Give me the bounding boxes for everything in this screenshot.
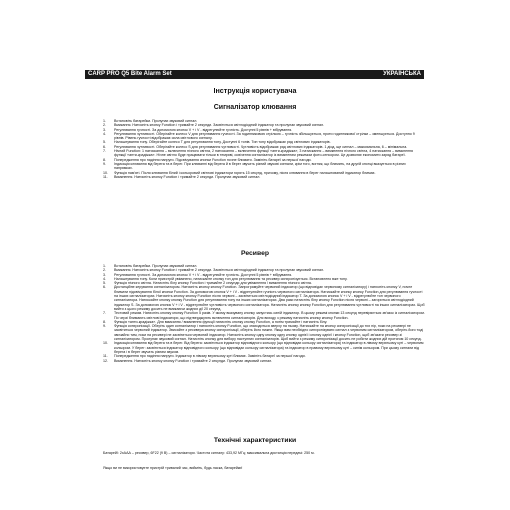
item-number: 2. [103, 123, 106, 128]
item-text: Нічний Function: 1 натискання – включення нічного світла, 2 натискання – включення функції «анти-крадіжка», 3 натискання – вимкнення нічного світла, 4 натискання – вимкнення функції «анти-крадіжка». Нічне світло буде працювати тільки в темряві, освічення сигналізатор із вимкненим режимом фото-сенсором. Це дозволяє економити заряд батареї. [114, 149, 413, 158]
list-item [103, 311, 425, 320]
item-number: 11. [103, 354, 108, 359]
item-number: 9. [103, 161, 106, 166]
item-text: Встановіть батарейки. Пролунає звуковий сигнал. [114, 119, 198, 123]
item-text: Вмикання. Натисніть кнопку Function і тримайте 2 секунди. Засвітиться світлодіодний індикатор та пролунає звуковий сигнал. [114, 268, 325, 273]
item-number: 9. [103, 324, 106, 329]
item-number: 10. [103, 341, 108, 346]
list-item [103, 324, 425, 341]
item-text: Функція нічного світла. Натисніть білу кнопку Function і тримайте 2 секунди для увімкнення / вимкнення нічного світла. [114, 281, 312, 286]
item-number: 11. [103, 174, 108, 179]
item-text: Функція синхронізації. Оберіть один сигналізатор і натисніть кнопку Function, що знаходиться зверху на ньому. Натискайте на кнопку синхронізації до тих пір, поки на ресивері не засвітиться червоний індикатор. Звисайте з ресивера кнопку синхронізації, оберіть його нижнє. Якщо вам необхідно синхронізувати сигнал з червоним сигналізатором, оберіть його тоді звичайно тим, поки на ресивері не засвітиться червоний індикатор. Натисніть кнопку одну кнопку одну кнопку однієї і кнопку однієї і кнопку Function, щоб зв'язати ресивер зі сигналізатором. Пролунає звуковий сигнал. Натисніть кнопку для вибору наступних сигналізаторів. Щоб вийти з режиму синхронізації досить не робити жодних дій протягом 10 секунд. [114, 324, 424, 342]
item-number: 3. [103, 127, 106, 132]
item-number: 7. [103, 149, 106, 154]
list-item [103, 359, 425, 363]
list-item [103, 132, 425, 141]
section-title-receiver: Ресивер [240, 250, 270, 257]
item-number: 10. [103, 170, 108, 175]
item-text: Вимкнення. Натисніть кнопку Function і тримайте 2 секунди. Пролунає звуковий сигнал. [114, 174, 261, 179]
specs-text: Батарейї: 2хААА – ресивер, 6F22 (9 В) – сигналізатори. Частота сигналу: 433,92 МГц; максимальна дистанція передачі: 250 м. [103, 451, 315, 455]
list-item [103, 285, 425, 311]
item-text: Індикація клювання від берега та в берег. Від берега: засвітиться індикатор відповідного кольору (що відповідає кольору сигналізатора) та індикатор в лівому верхньому куті – червоним кольором. У берег: засвітиться індикатор відповідного кольору (що відповідає кольору сигналізатора) та індикатор в правому верхньому куті – синім кольором. При цьому сигнали від берега і в берег звучать різним звуком. [114, 341, 424, 354]
list-item [103, 175, 425, 179]
item-number: 7. [103, 311, 106, 316]
item-text: Регулювання гучності. За допомогою кнопок V + і V - відрегулюйте гучність. Доступні 5 рівнів + вібрування. [114, 127, 293, 132]
item-number: 8. [103, 157, 106, 162]
item-text: Вмикання. Натисніть кнопку Function і тримайте 2 секунди. Засвітиться світлодіодний індикатор та пролунає звуковий сигнал. [114, 123, 325, 128]
item-text: Встановіть батарейки. Пролунає звуковий сигнал. [114, 264, 198, 268]
item-number: 4. [103, 131, 106, 136]
list-item [103, 341, 425, 354]
document-title: Інструкція користувача [213, 86, 297, 95]
item-number: 6. [103, 285, 106, 290]
item-text: Регулювання чутливості. Оберігайте колесо V для регулювання гучності. За годинниковою стрілкою – гучність збільшується, проти годинникової стрілки – зменшується. Доступно 9 рівнів. Рівень гучності відображає сила світлового сигналу. [114, 131, 415, 141]
item-text: Вимкнення. Натисніть кнопку кнопку Function і тримайте 2 секунди. Пролунає звуковий сигнал. [114, 358, 273, 363]
item-text: Функція «анти-крадіжка». Для вмикання / вимкнення функції натисніть кнопку кнопку Function, а потім тримайте і натисніть білу. [114, 319, 328, 324]
item-number: 12. [103, 358, 108, 363]
item-number: 3. [103, 272, 106, 277]
language-label: УКРАЇНСЬКА [383, 71, 421, 77]
item-text: Налаштування тону. Оберігайте колесо T для регулювання тону. Доступні 6 тонів. Тип тону відображає ряд світлових індикаторів. [114, 140, 331, 145]
item-number: 8. [103, 319, 106, 324]
item-text: Попередження про падіння напруги. Підсвічування кнопки Function почне блимати. Замініть батареї за першої нагоди. [114, 157, 312, 162]
item-number: 2. [103, 268, 106, 273]
item-number: 5. [103, 140, 106, 145]
item-text: Попередження про падіння напруги. Індикатор в лівому верхньому куті блимає. Замініть батареї за першої нагоди. [114, 354, 306, 359]
item-text: Регулювання гучності. За допомогою кнопок V + і V - відрегулюйте гучність. Доступні 5 рівнів + вібрування. [114, 272, 293, 277]
item-number: 4. [103, 276, 106, 281]
item-number: 1. [103, 119, 106, 123]
product-name: CARP PRO Q5 Bite Alarm Set [88, 71, 172, 77]
item-text: Дистанційне керування сигналізатором. Натисніть кнопку кнопку Function. Запрограмуйте червоний індикатор (що відповідає червоному сигналізатору) і натисніть кнопку V, почне блимати підсвічування білої кнопки Function. За допомогою кнопок V + і V - відрегулюйте гучність червоного сигналізатора. Натискайте кнопку кнопку Function для регулювання гучності на інших сигналізаторах. Натисніть кнопку кнопку Function після червоні – засвітиться світлодіодний індикатор T. За допомогою кнопок V + і V - відрегулюйте тон червоного сигналізатора. Натискайте кнопку кнопку Function для регулювання тону на інших сигналізаторах. Два рази натисніть білу кнопку Function після червоні – загориться світлодіодний індикатор S. За допомогою кнопок V + і V - відрегулюйте чутливість червоного сигналізатора. Натисніть кнопку кнопку Function для регулювання чутливості на інших сигналізаторах. Щоб вийти з цього режиму досить не вмикаючи жодних дії 20 секунд. [114, 285, 425, 311]
item-number: 5. [103, 281, 106, 286]
item-text: Функція пам'яті. Після клювання білий і кольоровий світлові індикатори горять 15 секунд, причому, після клювання в берег налаштований індикатор блимає. [114, 170, 376, 175]
item-text: Тестовий режим. Натисніть кнопку кнопку Function 5 разів. У якому вказувану кнопку запустись синій індикатор. В цьому режимі кнопки 13 секунд перевіряється зв'язок із сигналізатором. По черзі блимають світлові індикатори, що підтверджують включення сигналізаторів. Для виходу з режиму натисніть кнопку кнопку Function. [114, 311, 425, 320]
bite-alarm-instructions [103, 119, 425, 179]
section-title-specs: Технічні характеристики [213, 437, 297, 444]
item-text: Індикація клювання від берега та в берег. При клюванні від берега й в берег звучить різний звукові сигнали, крім того, вогник, що блимить, на другій кнопці вказується в різних напрямках. [114, 161, 406, 171]
header-bar [85, 70, 424, 79]
list-item [103, 162, 425, 171]
item-number: 6. [103, 144, 106, 149]
item-text: Налаштування тону. Коли приєстрій увімкнено, натискайте кнопку тон для регулювання та ресивер синхронізується. Встановлено вже тону. [114, 276, 348, 281]
item-number: 1. [103, 264, 106, 268]
list-item [103, 149, 425, 158]
item-text: Регулювання чутливості. Оберігайте колесо S для регулювання чутливості. Чутливість відображає ряд світлових індикаторів. 1 діод, ще сигнал – максимальна, 6 – мінімальна. [114, 144, 408, 149]
receiver-instructions [103, 264, 425, 363]
section-title-bite-alarm: Сигналізатор клювання [213, 104, 297, 111]
battery-note: Якщо ви не використовуєте пристрій тривалий час, вийміть, будь ласка, батарейки! [103, 466, 243, 470]
